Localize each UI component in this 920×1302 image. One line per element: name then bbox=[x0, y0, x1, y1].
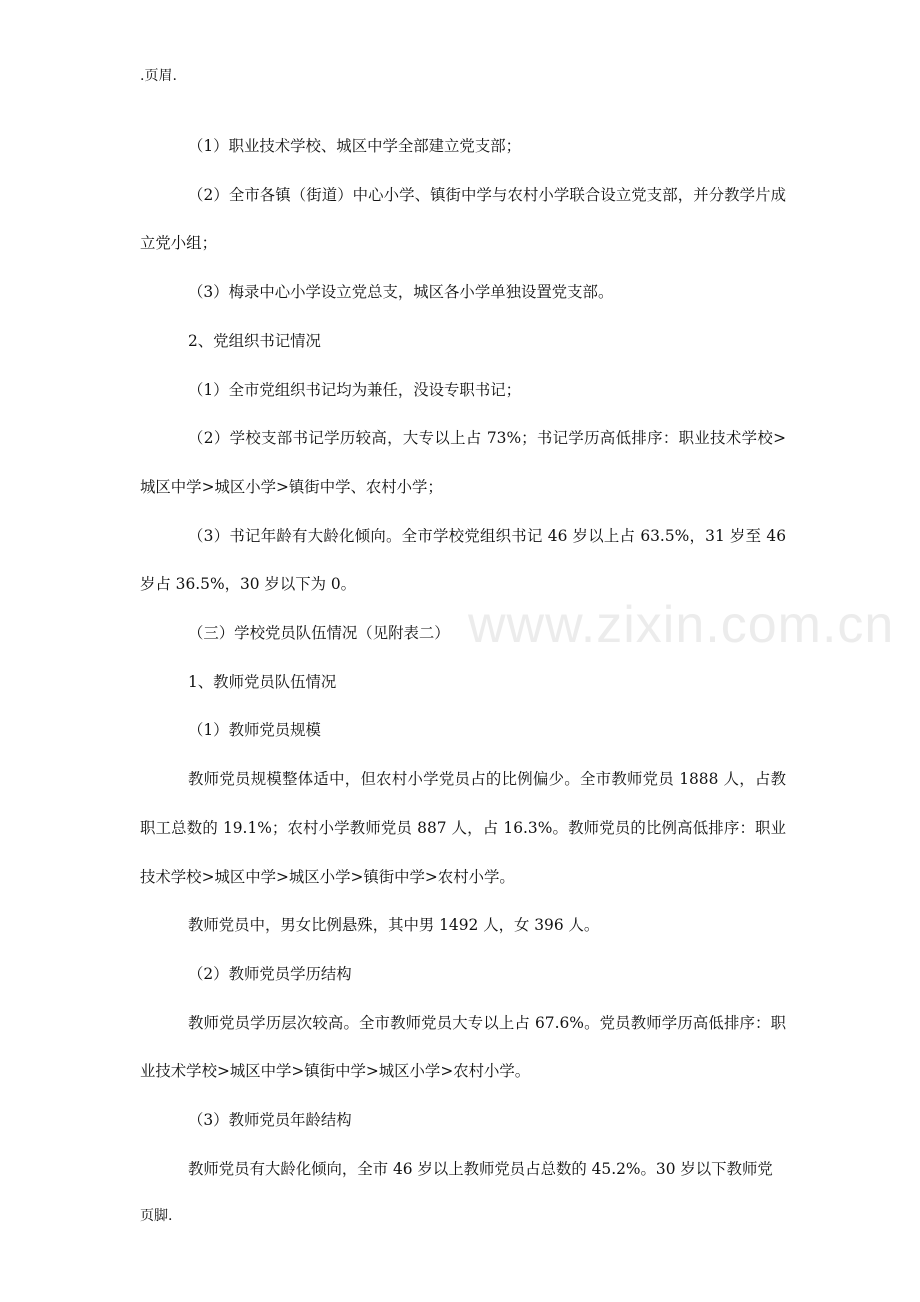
paragraph: （1）全市党组织书记均为兼任，没设专职书记； bbox=[188, 380, 521, 399]
paragraph: （3）书记年龄有大龄化倾向。全市学校党组织书记 46 岁以上占 63.5%，31 岁至 46 岁占 36.5%，30 岁以下为 0。 bbox=[140, 526, 786, 594]
page-footer: 页脚. bbox=[140, 1208, 173, 1224]
section-heading: 2、党组织书记情况 bbox=[188, 331, 321, 350]
paragraph: 教师党员学历层次较高。全市教师党员大专以上占 67.6%。党员教师学历高低排序：职业技术学校>城区中学>镇街中学>城区小学>农村小学。 bbox=[140, 1013, 786, 1081]
paragraph: （1）职业技术学校、城区中学全部建立党支部； bbox=[188, 137, 521, 155]
document-body bbox=[140, 122, 786, 1193]
section-heading: （三）学校党员队伍情况（见附表二） bbox=[188, 624, 450, 643]
paragraph: （3）梅录中心小学设立党总支，城区各小学单独设置党支部。 bbox=[188, 283, 614, 302]
paragraph: （2）学校支部书记学历较高，大专以上占 73%；书记学历高低排序：职业技术学校>城区中学>城区小学>镇街中学、农村小学； bbox=[140, 429, 786, 496]
section-heading: 1、教师党员队伍情况 bbox=[188, 672, 337, 691]
paragraph: 教师党员规模整体适中，但农村小学党员占的比例偏少。全市教师党员 1888 人，占教职工总数的 19.1%；农村小学教师党员 887 人，占 16.3%。教师党员的比例高低排序：职业技术学校>城区中学>城区小学>镇街中学>农村小学。 bbox=[140, 770, 786, 886]
subsection-heading: （1）教师党员规模 bbox=[188, 721, 321, 740]
paragraph: 教师党员有大龄化倾向，全市 46 岁以上教师党员占总数的 45.2%。30 岁以下教师党 bbox=[188, 1159, 773, 1178]
paragraph: 教师党员中，男女比例悬殊，其中男 1492 人，女 396 人。 bbox=[188, 916, 600, 935]
paragraph: （2）全市各镇（街道）中心小学、镇街中学与农村小学联合设立党支部，并分教学片成立党小组； bbox=[140, 185, 786, 253]
page-header: .页眉. bbox=[140, 68, 177, 84]
subsection-heading: （3）教师党员年龄结构 bbox=[188, 1111, 352, 1130]
watermark: www.zixin.com.cn bbox=[468, 596, 895, 654]
subsection-heading: （2）教师党员学历结构 bbox=[188, 964, 352, 983]
